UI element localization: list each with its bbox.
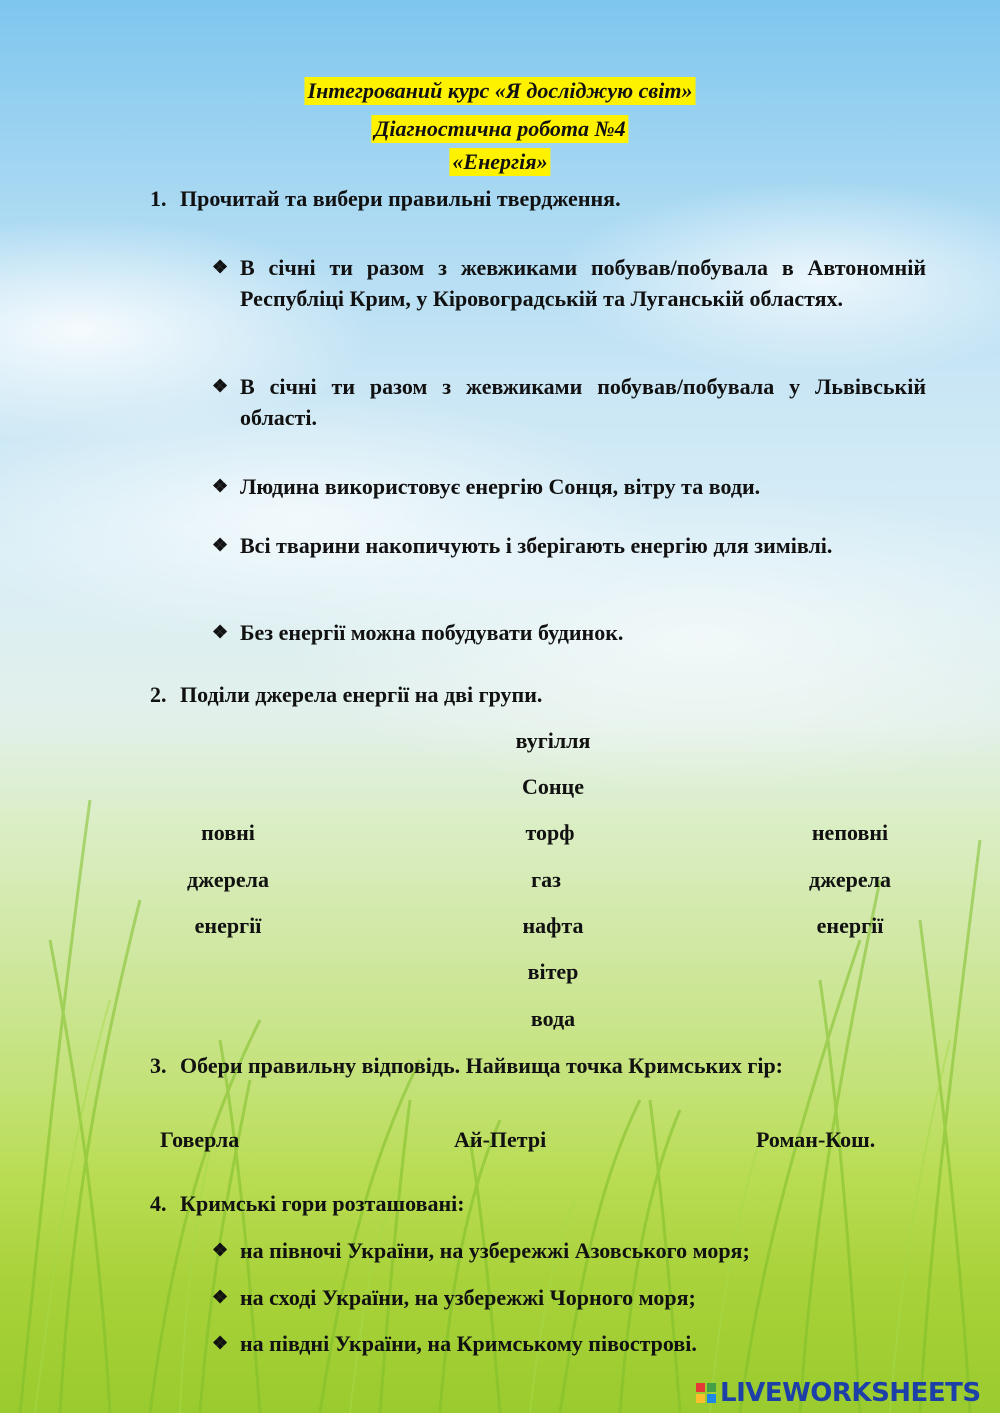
- diamond-bullet-icon: ❖: [212, 1287, 229, 1307]
- energy-source-item[interactable]: вітер: [527, 959, 579, 984]
- question-number: 3.: [150, 1053, 167, 1078]
- liveworksheets-logo[interactable]: [696, 1378, 981, 1408]
- diamond-bullet-icon: ❖: [212, 1333, 229, 1353]
- statement-text: Без енергії можна побудувати будинок.: [240, 620, 624, 645]
- question-text: Кримські гори розташовані:: [180, 1191, 465, 1216]
- energy-source-item[interactable]: торф: [525, 820, 575, 845]
- energy-source-item[interactable]: вода: [530, 1006, 576, 1031]
- statement-text: В січні ти разом з жевжиками побував/побувала в Автономній Республіці Крим, у Кіровоградській та Луганській областях.: [240, 255, 926, 311]
- question-text: Прочитай та вибери правильні твердження.: [180, 186, 621, 211]
- topic-title: «Енергія»: [449, 148, 550, 176]
- statement-text: В січні ти разом з жевжиками побував/побувала у Львівській області.: [240, 374, 926, 430]
- energy-source-item[interactable]: нафта: [522, 913, 584, 938]
- question-number: 4.: [150, 1191, 167, 1216]
- energy-source-item[interactable]: газ: [531, 867, 561, 892]
- question-4: [150, 1189, 465, 1219]
- brand-name: LIVEWORKSHEETS: [720, 1378, 981, 1408]
- statement-option[interactable]: [212, 471, 926, 502]
- logo-block: [696, 1394, 705, 1403]
- right-group-label: джерела: [809, 867, 891, 892]
- location-option[interactable]: [212, 1328, 926, 1359]
- question-2: [150, 680, 542, 710]
- location-option[interactable]: [212, 1235, 926, 1266]
- right-group-label: неповні: [811, 820, 889, 845]
- left-group-label: енергії: [194, 913, 262, 938]
- energy-source-item[interactable]: Сонце: [521, 774, 585, 799]
- statement-option[interactable]: [212, 530, 872, 561]
- question-3: [150, 1051, 783, 1081]
- diamond-bullet-icon: ❖: [212, 476, 229, 496]
- course-title: Інтегрований курс «Я досліджую світ»: [305, 77, 696, 105]
- left-group-label: джерела: [187, 867, 269, 892]
- diamond-bullet-icon: ❖: [212, 376, 229, 396]
- question-1: [150, 184, 621, 214]
- option-text: на сході України, на узбережжі Чорного моря;: [240, 1285, 696, 1310]
- answer-option[interactable]: Ай-Петрі: [454, 1127, 547, 1152]
- statement-option[interactable]: [212, 252, 926, 314]
- statement-option[interactable]: [212, 371, 926, 433]
- logo-block: [707, 1383, 716, 1392]
- question-number: 2.: [150, 682, 167, 707]
- option-text: на півночі України, на узбережжі Азовського моря;: [240, 1238, 750, 1263]
- statement-text: Всі тварини накопичують і зберігають енергію для зимівлі.: [240, 533, 833, 558]
- left-group-label: повні: [201, 820, 255, 845]
- diamond-bullet-icon: ❖: [212, 257, 229, 277]
- question-number: 1.: [150, 186, 167, 211]
- option-text: на півдні України, на Кримському півострові.: [240, 1331, 697, 1356]
- question-text: Поділи джерела енергії на дві групи.: [180, 682, 543, 707]
- question-text: Обери правильну відповідь. Найвища точка Кримських гір:: [180, 1053, 784, 1078]
- energy-source-item[interactable]: вугілля: [515, 728, 591, 753]
- answer-option[interactable]: Роман-Кош.: [756, 1127, 876, 1152]
- statement-text: Людина використовує енергію Сонця, вітру та води.: [240, 474, 761, 499]
- diamond-bullet-icon: ❖: [212, 1240, 229, 1260]
- diamond-bullet-icon: ❖: [212, 622, 229, 642]
- logo-block: [707, 1394, 716, 1403]
- right-group-label: енергії: [816, 913, 884, 938]
- diamond-bullet-icon: ❖: [212, 535, 229, 555]
- logo-blocks-icon: [696, 1383, 716, 1403]
- logo-block: [696, 1383, 705, 1392]
- work-title: Діагностична робота №4: [371, 115, 628, 143]
- location-option[interactable]: [212, 1282, 926, 1313]
- statement-option[interactable]: [212, 617, 926, 648]
- answer-option[interactable]: Говерла: [160, 1127, 240, 1152]
